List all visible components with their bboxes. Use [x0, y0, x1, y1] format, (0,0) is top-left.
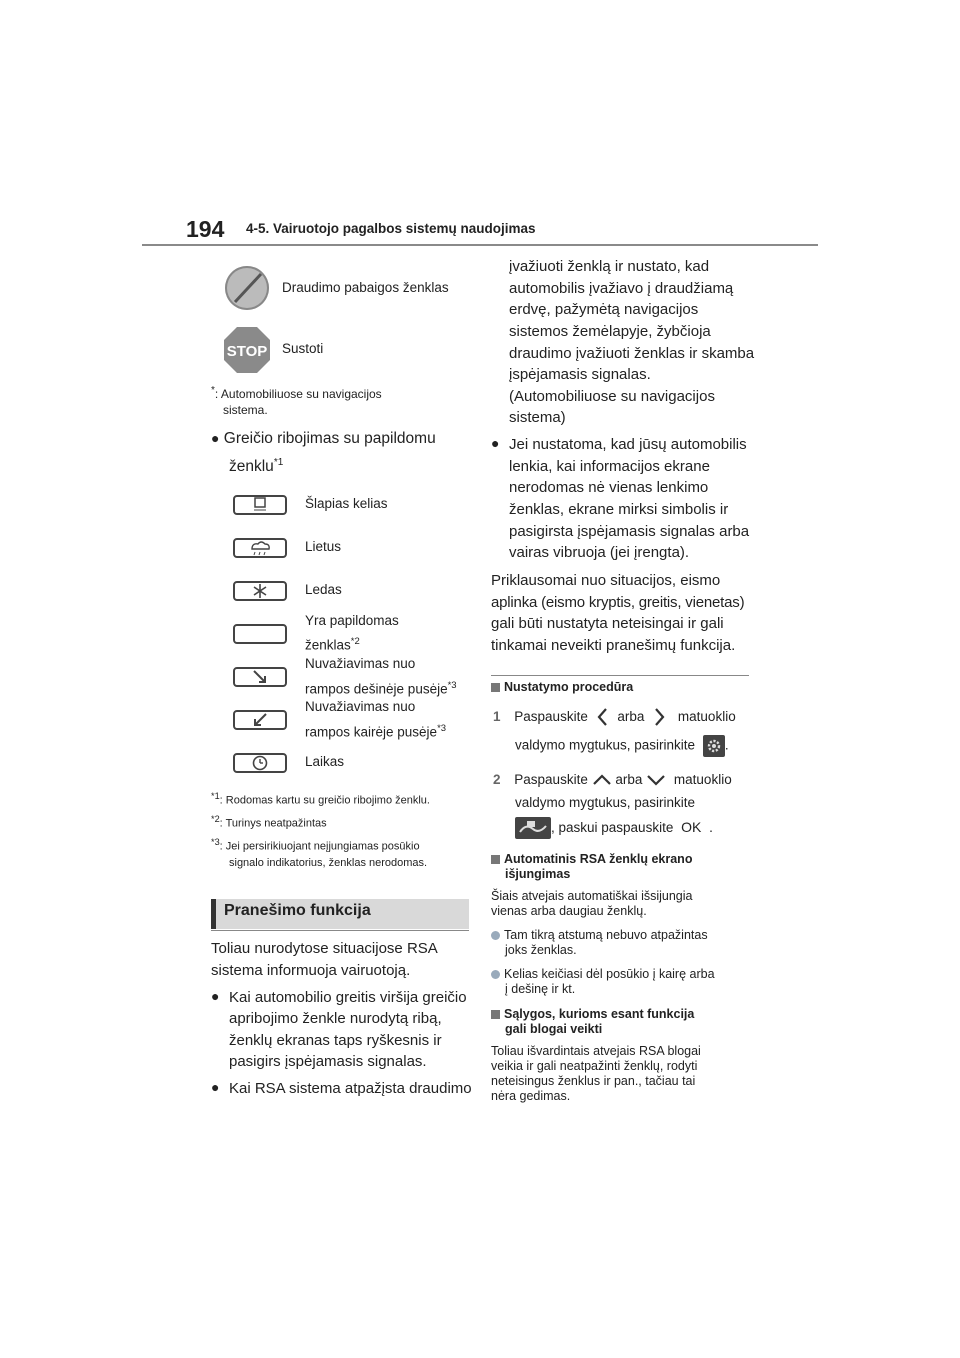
- b1-line3: ženklų ekranas taps ryškesnis ir: [229, 1032, 442, 1049]
- rain-icon: [233, 538, 287, 558]
- item-exit-left-line2: rampos kairėje pusėje: [305, 724, 438, 740]
- a2-line1: Kelias keičiasi dėl posūkio į kairę arba: [504, 967, 715, 981]
- square-bullet-icon: [491, 855, 500, 864]
- auto-off-heading-line2: išjungimas: [505, 867, 571, 881]
- section-heading-rule: [211, 930, 469, 931]
- section-heading: Pranešimo funkcija: [224, 902, 371, 919]
- fn3-text-line2: signalo indikatorius, ženklas nerodomas.: [229, 857, 428, 869]
- clock-icon: [233, 753, 287, 773]
- note-star-mark: *: [211, 385, 215, 396]
- speed-heading-line2: ženklu: [229, 458, 274, 476]
- section-title: 4-5. Vairuotojo pagalbos sistemų naudojimas: [246, 221, 536, 236]
- step-1-line1: [493, 707, 736, 727]
- b1-line2: apribojimo ženkle nurodytą ribą,: [229, 1010, 442, 1027]
- a2-line1-wrap: [491, 967, 715, 981]
- b3-line1: Jei nustatoma, kad jūsų automobilis: [509, 436, 747, 453]
- item-extra-sup: *2: [350, 636, 360, 647]
- item-exit-left-line2-wrap: [305, 718, 446, 744]
- item-rain-label: Lietus: [305, 539, 342, 554]
- chevron-up-icon: [592, 773, 612, 787]
- step-2-select: valdymo mygtukus, pasirinkite: [515, 795, 696, 810]
- stop-sign-icon: [223, 326, 271, 374]
- settings-gear-icon: [703, 735, 725, 757]
- b3-line2: lenkia, kai informacijos ekrane: [509, 458, 710, 475]
- c-line7: (Automobiliuose su navigacijos: [509, 388, 715, 405]
- c-line1: įvažiuoti ženklą ir nustato, kad: [509, 258, 710, 275]
- bullet-icon: ●: [211, 430, 220, 446]
- b2-line1: Kai RSA sistema atpažįsta draudimo: [229, 1080, 472, 1097]
- fn3-mark: *3: [211, 837, 220, 847]
- b3-line3: nerodomas nė vienas lenkimo: [509, 479, 709, 496]
- step-2-number: 2: [493, 772, 501, 787]
- footnote-2: [211, 811, 327, 833]
- step-1-number: 1: [493, 709, 501, 724]
- b3-line6: vairas vibruoja (jei įrengta).: [509, 544, 690, 561]
- section-heading-box: [211, 899, 469, 929]
- stop-sign-text: STOP: [226, 343, 268, 360]
- p-line2: aplinka (eismo kryptis, greitis, vienetas): [491, 594, 745, 611]
- p-line3: gali būti nustatyta neteisingai ir gali: [491, 615, 724, 632]
- ok-button-icon: OK: [681, 819, 702, 835]
- c-line6: įspėjamasis signalas.: [509, 366, 651, 383]
- circle-bullet-icon: [491, 931, 500, 940]
- page-number: 194: [186, 216, 225, 242]
- b1-line4: pasigirs įspėjamasis signalas.: [229, 1053, 427, 1070]
- auto-off-heading-line1: Automatinis RSA ženklų ekrano: [504, 852, 693, 866]
- setup-heading: [491, 680, 633, 695]
- chevron-right-icon: [652, 707, 666, 727]
- c-line8: sistema): [509, 409, 566, 426]
- b1-line1: Kai automobilio greitis viršija greičio: [229, 989, 467, 1006]
- footnote-3: [211, 834, 420, 856]
- wet-road-icon: [233, 495, 287, 515]
- cond-line4: nėra gedimas.: [491, 1089, 571, 1103]
- fn1-mark: *1: [211, 791, 220, 801]
- cond-line1: Toliau išvardintais atvejais RSA blogai: [491, 1044, 701, 1058]
- a1-line2: joks ženklas.: [505, 943, 577, 957]
- p-line1: Priklausomai nuo situacijos, eismo: [491, 572, 721, 589]
- item-exit-left-sup: *3: [437, 723, 447, 734]
- sign-stop-label: Sustoti: [282, 341, 324, 356]
- item-exit-left-line1: Nuvažiavimas nuo: [305, 699, 416, 714]
- c-line4: sistemos žemėlapyje, žybčioja: [509, 323, 711, 340]
- header-rule: [142, 244, 818, 246]
- c-line5: draudimo įvažiuoti ženklas ir skamba: [509, 345, 755, 362]
- speed-limit-heading: [211, 427, 436, 450]
- p-line4: tinkamai neveikti pranešimų funkcija.: [491, 637, 736, 654]
- item-time-label: Laikas: [305, 754, 345, 769]
- item-extra-line1: Yra papildomas: [305, 613, 399, 628]
- bullet-icon: ●: [491, 435, 500, 451]
- step-1-line2: [515, 735, 729, 757]
- item-exit-right-sup: *3: [447, 680, 457, 691]
- auto-off-heading: [491, 852, 692, 867]
- item-extra-line2: ženklas: [305, 637, 351, 653]
- bullet-icon: ●: [211, 988, 220, 1004]
- intro-line1: Toliau nurodytose situacijose RSA: [211, 940, 438, 957]
- step-2-line1: [493, 770, 732, 790]
- b3-line5: pasigirsta įspėjamasis signalas arba: [509, 523, 750, 540]
- note-star-line1: : Automobiliuose su navigacijos: [214, 387, 382, 401]
- fn1-text: : Rodomas kartu su greičio ribojimo ženklu.: [219, 794, 430, 807]
- step-1-or: arba: [617, 709, 645, 724]
- cond-line3: neteisingus ženklus ir pan., tačiau tai: [491, 1074, 696, 1088]
- conditions-heading: [491, 1007, 694, 1022]
- step-2-end: .: [709, 820, 713, 835]
- exit-right-arrow-icon: [233, 667, 287, 687]
- step-2-gauge: matuoklio: [673, 772, 732, 787]
- speed-heading-line2-wrap: [229, 452, 283, 478]
- fn2-text: : Turinys neatpažintas: [219, 817, 327, 830]
- auto-line2: vienas arba daugiau ženklų.: [491, 904, 647, 918]
- speed-heading-line1: Greičio ribojimas su papildomu: [223, 430, 436, 447]
- c-line2: automobilis įvažiavo į draudžiamą: [509, 280, 734, 297]
- bullet-icon: ●: [211, 1079, 220, 1095]
- step-1-end: .: [724, 737, 729, 753]
- sign-end-label: Draudimo pabaigos ženklas: [282, 280, 449, 295]
- speed-heading-sup: *1: [273, 457, 284, 468]
- intro-line2: sistema informuoja vairuotoją.: [211, 962, 411, 979]
- note-star-line2: sistema.: [223, 403, 268, 417]
- cond-line2: veikia ir gali neatpažinti ženklų, rodyti: [491, 1059, 698, 1073]
- exit-left-arrow-icon: [233, 710, 287, 730]
- step-1-press: Paspauskite: [514, 709, 588, 724]
- step-2-line3: [515, 816, 713, 839]
- setup-heading-text: Nustatymo procedūra: [504, 680, 634, 694]
- auto-line1: Šiais atvejais automatiškai išsijungia: [491, 889, 693, 903]
- item-ice-label: Ledas: [305, 582, 342, 597]
- step-1-select: valdymo mygtukus, pasirinkite: [515, 737, 696, 753]
- end-of-restriction-sign-icon: [225, 266, 269, 310]
- fn3-text-line1: : Jei persirikiuojant neįjungiamas posūkio: [219, 840, 420, 853]
- step-2-or: arba: [615, 772, 643, 787]
- item-wet-label: Šlapias kelias: [305, 496, 388, 511]
- a2-line2: į dešinę ir kt.: [505, 982, 576, 996]
- additional-sign-icon: [233, 624, 287, 644]
- step-2-press: Paspauskite: [514, 772, 588, 787]
- item-exit-right-line2: rampos dešinėje pusėje: [305, 681, 448, 697]
- circle-bullet-icon: [491, 970, 500, 979]
- square-bullet-icon: [491, 1010, 500, 1019]
- ice-icon: [233, 581, 287, 601]
- step-2-then: , paskui paspauskite: [551, 820, 674, 835]
- step-1-gauge: matuoklio: [677, 709, 736, 724]
- a1-line1: Tam tikrą atstumą nebuvo atpažintas: [504, 928, 708, 942]
- item-exit-right-line1: Nuvažiavimas nuo: [305, 656, 416, 671]
- a1-line1-wrap: [491, 928, 708, 942]
- conditions-heading-line2: gali blogai veikti: [505, 1022, 603, 1036]
- b3-line4: ženklas, ekrane mirksi simbolis ir: [509, 501, 729, 518]
- chevron-left-icon: [596, 707, 610, 727]
- conditions-heading-line1: Sąlygos, kurioms esant funkcija: [504, 1007, 695, 1021]
- rsa-menu-icon: [515, 817, 551, 839]
- square-bullet-icon: [491, 683, 500, 692]
- note-star: [211, 382, 382, 403]
- subsection-rule: [491, 675, 749, 676]
- fn2-mark: *2: [211, 814, 220, 824]
- chevron-down-icon: [646, 773, 666, 787]
- footnote-1: [211, 788, 430, 810]
- c-line3: erdvę, pažymėtą navigacijos: [509, 301, 699, 318]
